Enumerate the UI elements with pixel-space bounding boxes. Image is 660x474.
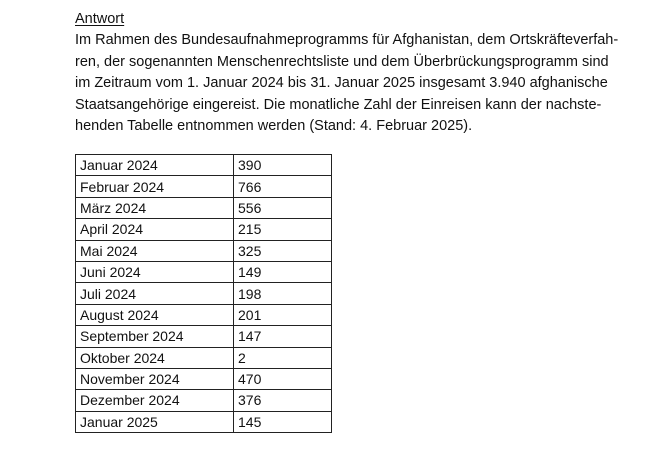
month-cell: Februar 2024: [76, 176, 234, 197]
month-cell: Oktober 2024: [76, 347, 234, 368]
month-cell: Januar 2024: [76, 155, 234, 176]
paragraph-line: ren, der sogenannten Menschenrechtsliste und dem Überbrückungsprogramm sind: [75, 53, 609, 70]
count-cell: 145: [234, 411, 332, 432]
table-row: [76, 326, 332, 347]
month-cell: August 2024: [76, 304, 234, 325]
count-cell: 198: [234, 283, 332, 304]
table-row: [76, 390, 332, 411]
month-cell: Juli 2024: [76, 283, 234, 304]
table-row: [76, 261, 332, 282]
answer-paragraph: [75, 30, 635, 138]
table-row: [76, 347, 332, 368]
count-cell: 2: [234, 347, 332, 368]
table-row: [76, 197, 332, 218]
monthly-arrivals-table: [75, 154, 332, 433]
month-cell: Dezember 2024: [76, 390, 234, 411]
month-cell: Juni 2024: [76, 261, 234, 282]
month-cell: Januar 2025: [76, 411, 234, 432]
month-cell: März 2024: [76, 197, 234, 218]
month-cell: Mai 2024: [76, 240, 234, 261]
month-cell: September 2024: [76, 326, 234, 347]
count-cell: 470: [234, 368, 332, 389]
count-cell: 149: [234, 261, 332, 282]
answer-heading: Antwort: [75, 11, 125, 27]
table-row: [76, 368, 332, 389]
table-row: [76, 176, 332, 197]
paragraph-line: im Zeitraum vom 1. Januar 2024 bis 31. Januar 2025 insgesamt 3.940 afghanische: [75, 75, 608, 92]
count-cell: 215: [234, 219, 332, 240]
paragraph-line: Staatsangehörige eingereist. Die monatliche Zahl der Einreisen kann der nachste-: [75, 96, 602, 113]
month-cell: November 2024: [76, 368, 234, 389]
table-row: [76, 304, 332, 325]
table-row: [76, 283, 332, 304]
count-cell: 376: [234, 390, 332, 411]
count-cell: 390: [234, 155, 332, 176]
count-cell: 556: [234, 197, 332, 218]
count-cell: 766: [234, 176, 332, 197]
table-row: [76, 219, 332, 240]
table-row: [76, 411, 332, 432]
table-row: [76, 155, 332, 176]
count-cell: 147: [234, 326, 332, 347]
count-cell: 325: [234, 240, 332, 261]
paragraph-line: Im Rahmen des Bundesaufnahmeprogramms für Afghanistan, dem Ortskräfteverfah-: [75, 32, 619, 48]
month-cell: April 2024: [76, 219, 234, 240]
table-row: [76, 240, 332, 261]
paragraph-line: henden Tabelle entnommen werden (Stand: 4. Februar 2025).: [75, 118, 473, 135]
count-cell: 201: [234, 304, 332, 325]
